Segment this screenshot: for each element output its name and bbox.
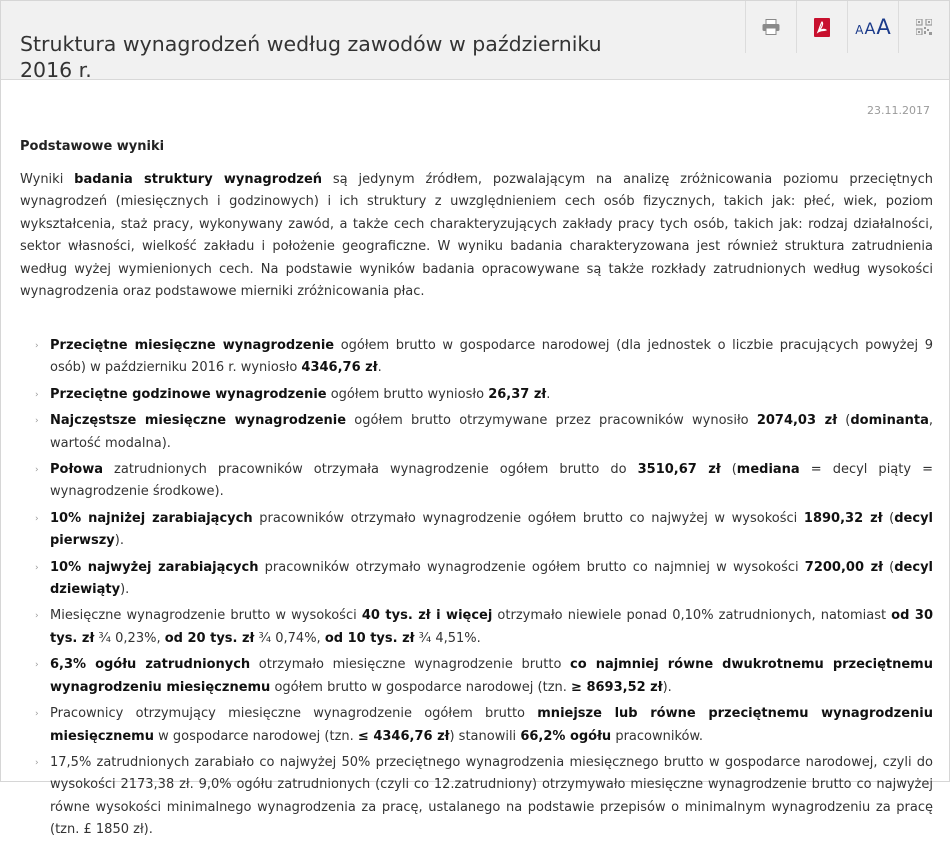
bullet-icon: › (35, 611, 39, 622)
list-item: › 10% najwyżej zarabiających pracowników otrzymało wynagrodzenie ogółem brutto co najmniej w wysokości 7200,00 zł (decyl dziewiąty). (35, 557, 933, 602)
bullet-icon: › (35, 341, 39, 351)
qr-code-button[interactable] (898, 1, 949, 53)
font-size-icon: A A A (855, 15, 891, 39)
bullet-icon: › (35, 513, 39, 524)
section-title: Podstawowe wyniki (20, 139, 165, 154)
qr-code-icon (916, 19, 932, 35)
bullet-icon: › (35, 709, 39, 720)
bullet-icon: › (35, 389, 39, 400)
list-item: › Przeciętne miesięczne wynagrodzenie ogółem brutto w gospodarce narodowej (dla jednostek o liczbie pracujących powyżej 9 osób) w październiku 2016 r. wyniosło 4346,76 zł. (35, 335, 933, 380)
list-item: › Pracownicy otrzymujący miesięczne wynagrodzenie ogółem brutto mniejsze lub równe przeciętnemu wynagrodzeniu miesięcznemu w gospodarce narodowej (tzn. ≤ 4346,76 zł) stanowili 66,2% ogółu pracowników. (35, 703, 933, 748)
list-item: › Najczęstsze miesięczne wynagrodzenie ogółem brutto otrzymywane przez pracowników wynosiło 2074,03 zł (dominanta, wartość modalna). (35, 410, 933, 455)
pdf-button[interactable] (796, 1, 847, 53)
intro-paragraph: Wyniki badania struktury wynagrodzeń są jedynym źródłem, pozwalającym na analizę zróżnicowania poziomu przeciętnych wynagrodzeń (miesięcznych i godzinowych) i ich struktury z uwzględnieniem cech osób fizycznych, takich jak: płeć, wiek, poziom wykształcenia, staż pracy, wykonywany zawód, a także cech charakteryzujących zakłady pracy tych osób, takich jak: rodzaj działalności, sektor własności, wielkość zakładu i położenie geograficzne. W wyniku badania charakteryzowana jest również struktura zatrudnienia według wyżej wymienionych cech. Na podstawie wyników badania opracowywane są także rozkłady zatrudnionych według wysokości wynagrodzenia oraz podstawowe mierniki zróżnicowania płac. (20, 172, 933, 300)
print-button[interactable] (745, 1, 796, 53)
list-item: › Przeciętne godzinowe wynagrodzenie ogółem brutto wyniosło 26,37 zł. (35, 384, 933, 406)
font-size-button[interactable] (847, 1, 898, 53)
page-title: Struktura wynagrodzeń według zawodów w październiku 2016 r. (20, 31, 602, 82)
bullet-icon: › (35, 660, 39, 671)
bullet-icon: › (35, 416, 39, 427)
intro-bold: badania struktury wynagrodzeń (74, 172, 323, 187)
bullet-icon: › (35, 465, 39, 476)
bullet-icon: › (35, 757, 39, 768)
list-item: › 6,3% ogółu zatrudnionych otrzymało miesięczne wynagrodzenie brutto co najmniej równe dwukrotnemu przeciętnemu wynagrodzeniu miesięcznemu ogółem brutto w gospodarce narodowej (tzn. ≥ 8693,52 zł). (35, 654, 933, 699)
page-header (1, 1, 949, 80)
results-list (35, 335, 933, 846)
pdf-icon (814, 18, 830, 37)
list-item: › Połowa zatrudnionych pracowników otrzymała wynagrodzenie ogółem brutto do 3510,67 zł (mediana = decyl piąty = wynagrodzenie środkowe). (35, 459, 933, 504)
list-item: › 17,5% zatrudnionych zarabiało co najwyżej 50% przeciętnego wynagrodzenia miesięcznego brutto w gospodarce narodowej, czyli do wysokości 2173,38 zł. 9,0% ogółu zatrudnionych (czyli co 12.zatrudniony) otrzymywało miesięczne wynagrodzenie brutto co najwyżej równe wysokości minimalnego wynagrodzenia za pracę, ustalanego na podstawie przepisów o minimalnym wynagrodzeniu za pracę (tzn. £ 1850 zł). (35, 752, 933, 842)
print-icon (762, 19, 780, 35)
toolbar (745, 1, 949, 53)
publication-date: 23.11.2017 (867, 104, 930, 117)
bullet-icon: › (35, 562, 39, 573)
list-item: › 10% najniżej zarabiających pracowników otrzymało wynagrodzenie ogółem brutto co najwyżej w wysokości 1890,32 zł (decyl pierwszy). (35, 508, 933, 553)
list-item: › Miesięczne wynagrodzenie brutto w wysokości 40 tys. zł i więcej otrzymało niewiele ponad 0,10% zatrudnionych, natomiast od 30 tys. zł ¾ 0,23%, od 20 tys. zł ¾ 0,74%, od 10 tys. zł ¾ 4,51%. (35, 605, 933, 650)
